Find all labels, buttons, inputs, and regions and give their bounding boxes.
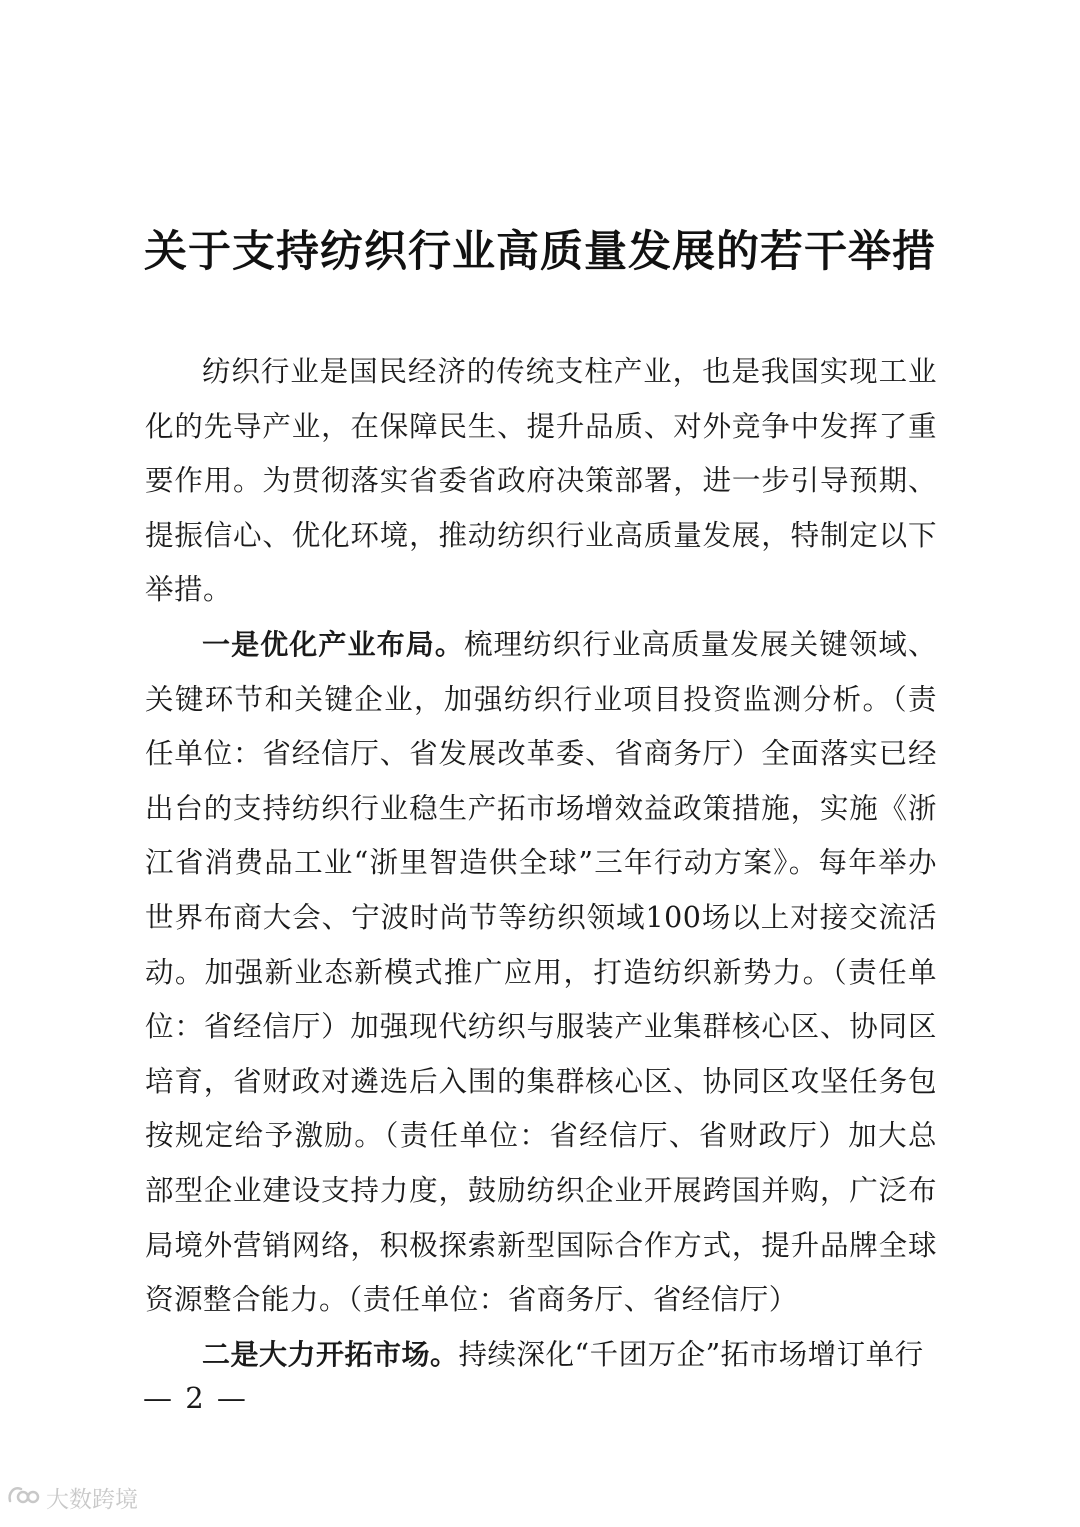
paragraph-lead: 一是优化产业布局。	[202, 627, 464, 661]
paragraph-item-2	[145, 1328, 937, 1383]
page-number: — 2 —	[143, 1381, 248, 1415]
paragraph-lead: 二是大力开拓市场。	[202, 1337, 459, 1371]
document-body	[145, 345, 937, 1382]
watermark-text: 大数跨境	[46, 1487, 138, 1513]
paragraph-text: 持续深化“千团万企”拓市场增订单行	[458, 1337, 924, 1371]
paragraph-intro	[145, 345, 937, 618]
page-title: 关于支持纺织行业高质量发展的若干举措	[144, 227, 936, 277]
watermark	[6, 1481, 138, 1514]
paragraph-item-1	[145, 618, 937, 1328]
logo-icon	[6, 1483, 46, 1513]
paragraph-text: 纺织行业是国民经济的传统支柱产业，也是我国实现工业化的先导产业，在保障民生、提升品质、对外竞争中发挥了重要作用。为贯彻落实省委省政府决策部署，进一步引导预期、提振信心、优化环境，推动纺织行业高质量发展，特制定以下举措。	[145, 355, 937, 607]
paragraph-text: 梳理纺织行业高质量发展关键领域、关键环节和关键企业，加强纺织行业项目投资监测分析。（责任单位：省经信厅、省发展改革委、省商务厅）全面落实已经出台的支持纺织行业稳生产拓市场增效益政策措施，实施《浙江省消费品工业“浙里智造供全球”三年行动方案》。每年举办世界布商大会、宁波时尚节等纺织领域100场以上对接交流活动。加强新业态新模式推广应用，打造纺织新势力。（责任单位：省经信厅）加强现代纺织与服装产业集群核心区、协同区培育，省财政对遴选后入围的集群核心区、协同区攻坚任务包按规定给予激励。（责任单位：省经信厅、省财政厅）加大总部型企业建设支持力度，鼓励纺织企业开展跨国并购，广泛布局境外营销网络，积极探索新型国际合作方式，提升品牌全球资源整合能力。（责任单位：省商务厅、省经信厅）	[145, 627, 937, 1317]
